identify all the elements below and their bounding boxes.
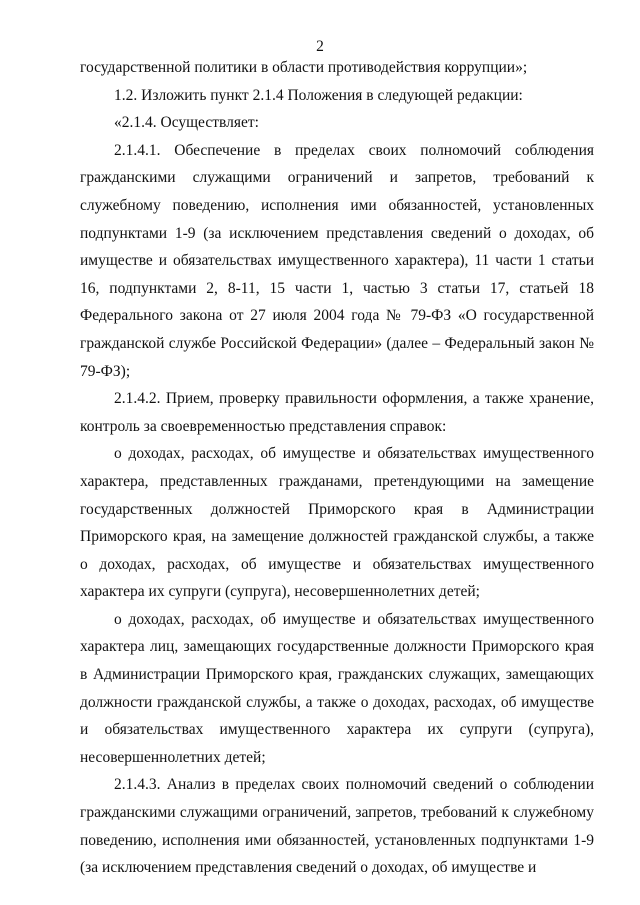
- paragraph-continuation: государственной политики в области противодействия коррупции»;: [80, 59, 528, 76]
- paragraph-income-citizens: о доходах, расходах, об имуществе и обязательствах имущественного характера, представленных гражданами, претендующими на замещение государственных должностей Приморского края в Администрации Приморского края, на замещение должностей гражданской службы, а также о доходах, расходах, об имуществе и обязательствах имущественного характера их супруги (супруга), несовершеннолетних детей;: [80, 445, 594, 601]
- document-body: [80, 54, 594, 882]
- paragraph-income-officials: о доходах, расходах, об имуществе и обязательствах имущественного характера лиц, замещающих государственные должности Приморского края в Администрации Приморского края, гражданских служащих, замещающих должности гражданской службы, а также о доходах, расходах, об имуществе и обязательствах имущественного характера их супруги (супруга), несовершеннолетних детей;: [80, 610, 594, 766]
- paragraph-clause-2-1-4-3: 2.1.4.3. Анализ в пределах своих полномочий сведений о соблюдении гражданскими служащими ограничений, запретов, требований к служебному поведению, исполнения ими обязанностей, установленных подпунктами 1-9 (за исключением представления сведений о доходах, об имуществе и: [80, 776, 594, 877]
- paragraph-clause-2-1-4-2: 2.1.4.2. Прием, проверку правильности оформления, а также хранение, контроль за своевременностью представления справок:: [80, 390, 594, 435]
- page-number: 2: [316, 38, 324, 55]
- paragraph-clause-2-1-4: «2.1.4. Осуществляет:: [114, 114, 259, 132]
- paragraph-amendment-1-2: 1.2. Изложить пункт 2.1.4 Положения в следующей редакции:: [114, 86, 523, 104]
- paragraph-clause-2-1-4-1: 2.1.4.1. Обеспечение в пределах своих полномочий соблюдения гражданскими служащими ограничений и запретов, требований к служебному поведению, исполнения ими обязанностей, установленных подпунктами 1-9 (за исключением представления сведений о доходах, об имуществе и обязательствах имущественного характера), 11 части 1 статьи 16, подпунктами 2, 8-11, 15 части 1, частью 3 статьи 17, статьей 18 Федерального закона от 27 июля 2004 года № 79-ФЗ «О государственной гражданской службе Российской Федерации» (далее – Федеральный закон № 79-ФЗ);: [80, 141, 594, 380]
